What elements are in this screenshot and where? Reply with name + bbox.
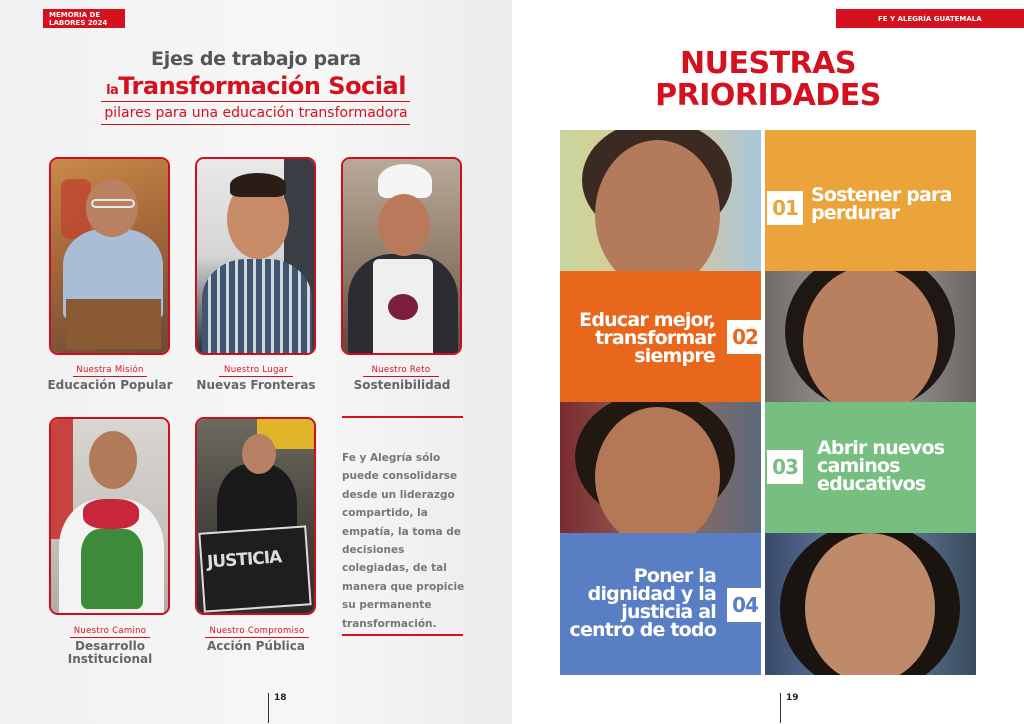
- photo-camino: [49, 417, 170, 615]
- quote-bottom-rule: [342, 634, 463, 636]
- heading-sub: pilares para una educación transformadora: [104, 105, 408, 121]
- priority-number-1: 01: [767, 191, 803, 225]
- page-number-left: 18: [268, 693, 287, 723]
- pillar-label-4: Nuestro Camino: [70, 626, 150, 638]
- heading-prefix: la: [106, 83, 119, 98]
- heading-divider: [101, 101, 410, 102]
- page-number-right: 19: [780, 693, 799, 723]
- priorities-title-line2: PRIORIDADES: [655, 78, 881, 113]
- priority-text-4: Poner la dignidad y la justicia al centro de todo: [569, 565, 716, 641]
- priority-number-3: 03: [767, 450, 803, 484]
- priority-number-4: 04: [727, 588, 761, 622]
- priority-text-1: Sostener para perdurar: [811, 184, 952, 224]
- portrait-4: [765, 533, 976, 675]
- priority-tile-3: [765, 402, 976, 533]
- protest-sign-text: JUSTICIA: [206, 547, 282, 573]
- quote-top-rule: [342, 416, 463, 418]
- right-page: [512, 0, 1024, 724]
- quote-text: Fe y Alegría sólo puede consolidarse desde un liderazgo compartido, la empatía, la toma de decisiones colegiadas, de tal manera que propicie su permanente transformación.: [342, 452, 465, 630]
- priorities-title-line1: NUESTRAS: [680, 46, 856, 81]
- pillar-title-1: Educación Popular: [47, 378, 173, 392]
- heading-underline: [101, 124, 410, 125]
- priority-number-2: 02: [727, 320, 761, 354]
- priority-tile-4: [560, 533, 761, 675]
- pillar-label-2: Nuestro Lugar: [219, 365, 293, 377]
- priority-tile-1: [765, 130, 976, 271]
- pillar-label-3: Nuestro Reto: [363, 365, 439, 377]
- pillar-title-2: Nuevas Fronteras: [196, 378, 316, 392]
- photo-reto: [341, 157, 462, 355]
- heading-main-text: Transformación Social: [118, 72, 406, 100]
- photo-mision: [49, 157, 170, 355]
- pillar-title-3: Sostenibilidad: [353, 378, 451, 392]
- priority-text-3: Abrir nuevos caminos educativos: [817, 437, 945, 495]
- pillar-label-5: Nuestro Compromiso: [205, 626, 309, 638]
- organization-tag: FE Y ALEGRÍA GUATEMALA: [836, 9, 1024, 28]
- report-tag: MEMORIA DE LABORES 2024: [43, 9, 125, 28]
- pillar-title-4: Desarrollo Institucional: [67, 639, 153, 666]
- photo-compromiso: [195, 417, 316, 615]
- pillar-label-1: Nuestra Misión: [73, 365, 147, 377]
- priority-text-2: Educar mejor, transformar siempre: [579, 309, 715, 367]
- heading-top: Ejes de trabajo para: [151, 48, 361, 70]
- priority-tile-2: [560, 271, 761, 402]
- heading-main: [0, 72, 512, 100]
- portrait-1: [560, 130, 761, 271]
- photo-lugar: [195, 157, 316, 355]
- pillar-title-5: Acción Pública: [207, 639, 305, 653]
- portrait-3: [560, 402, 761, 533]
- portrait-2: [765, 271, 976, 402]
